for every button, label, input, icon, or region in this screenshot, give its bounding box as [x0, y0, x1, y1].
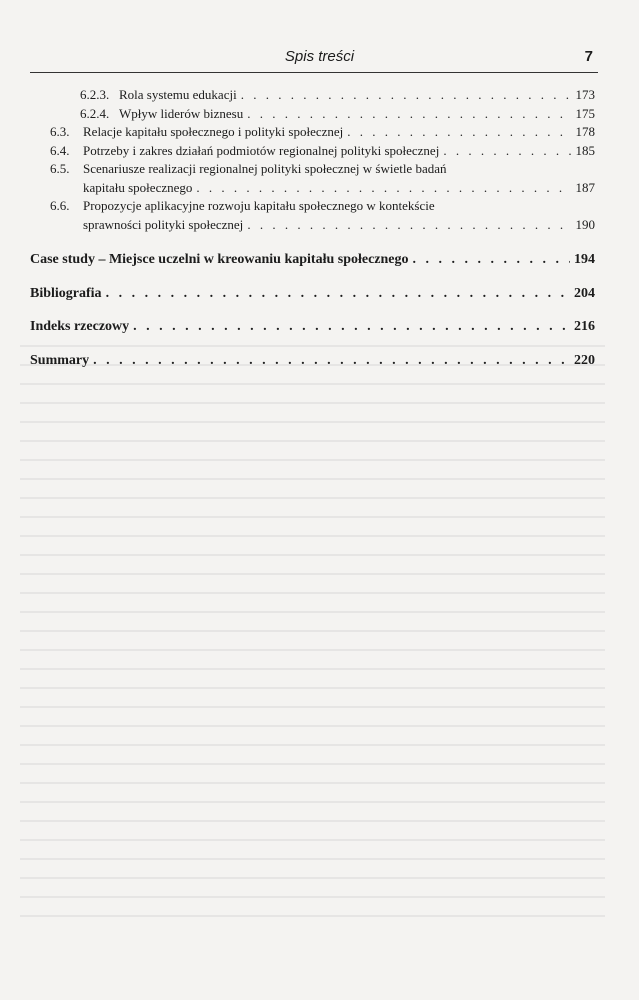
leader-dots: [106, 285, 570, 304]
toc-entry-title-line2: sprawności polityki społecznej: [83, 216, 244, 232]
toc-entry-page: 178: [575, 124, 595, 139]
toc-entry-6-5[interactable]: [30, 160, 595, 197]
toc-entry-number: 6.3.: [50, 124, 70, 139]
leader-dots: [247, 105, 571, 124]
toc-entry-title: Bibliografia: [30, 285, 102, 301]
toc-entry-page: 220: [574, 352, 595, 368]
toc-entry-title: Relacje kapitału społecznego i polityki społecznej: [83, 124, 344, 139]
table-of-contents: [30, 86, 595, 370]
leader-dots: [443, 142, 571, 161]
toc-entry-number: 6.5.: [50, 161, 70, 176]
toc-entry-title: Case study – Miejsce uczelni w kreowaniu kapitału społecznego: [30, 252, 409, 267]
toc-entry-title-line1: Scenariusze realizacji regionalnej polityki społecznej w świetle badań: [83, 161, 447, 176]
leader-dots: [241, 86, 572, 105]
header-rule: [30, 72, 598, 73]
toc-entry-page: 190: [575, 216, 595, 232]
toc-entry-6-2-3[interactable]: [30, 86, 595, 105]
toc-entry-page: 175: [575, 105, 595, 121]
toc-entry-page: 185: [575, 142, 595, 158]
leader-dots: [93, 352, 570, 371]
leader-dots: [247, 216, 571, 235]
toc-entry-page: 187: [575, 179, 595, 195]
page-number: 7: [584, 48, 593, 65]
toc-entry-indeks-rzeczowy[interactable]: [30, 318, 595, 337]
toc-entry-summary[interactable]: [30, 352, 595, 371]
show-through-texture: [20, 345, 605, 955]
leader-dots: [347, 123, 571, 142]
toc-entry-bibliografia[interactable]: [30, 285, 595, 304]
running-header-title: Spis treści: [284, 48, 355, 65]
toc-entry-number: 6.2.4.: [80, 105, 110, 121]
leader-dots: [196, 179, 571, 198]
toc-entry-number: 6.6.: [50, 198, 70, 213]
toc-entry-title: Potrzeby i zakres działań podmiotów regionalnej polityki społecznej: [83, 142, 440, 158]
toc-entry-page: 194: [574, 252, 595, 267]
leader-dots: [413, 251, 570, 270]
toc-entry-6-6[interactable]: [30, 197, 595, 234]
toc-entry-case-study[interactable]: [30, 251, 595, 270]
toc-entry-number: 6.2.3.: [80, 87, 110, 102]
toc-entry-page: 216: [574, 319, 595, 334]
toc-entry-title-line2: kapitału społecznego: [83, 179, 193, 195]
toc-entry-6-2-4[interactable]: [30, 105, 595, 124]
toc-entry-title: Rola systemu edukacji: [119, 87, 237, 102]
running-header: [0, 48, 639, 70]
toc-entry-6-4[interactable]: [30, 142, 595, 161]
toc-entry-page: 204: [574, 285, 595, 301]
toc-entry-number: 6.4.: [50, 142, 70, 158]
toc-entry-6-3[interactable]: [30, 123, 595, 142]
toc-entry-title: Indeks rzeczowy: [30, 319, 130, 334]
toc-entry-title-line1: Propozycje aplikacyjne rozwoju kapitału społecznego w kontekście: [83, 198, 435, 213]
toc-entry-title: Summary: [30, 352, 90, 368]
toc-entry-title: Wpływ liderów biznesu: [119, 105, 244, 121]
leader-dots: [133, 318, 570, 337]
toc-entry-page: 173: [575, 87, 595, 102]
